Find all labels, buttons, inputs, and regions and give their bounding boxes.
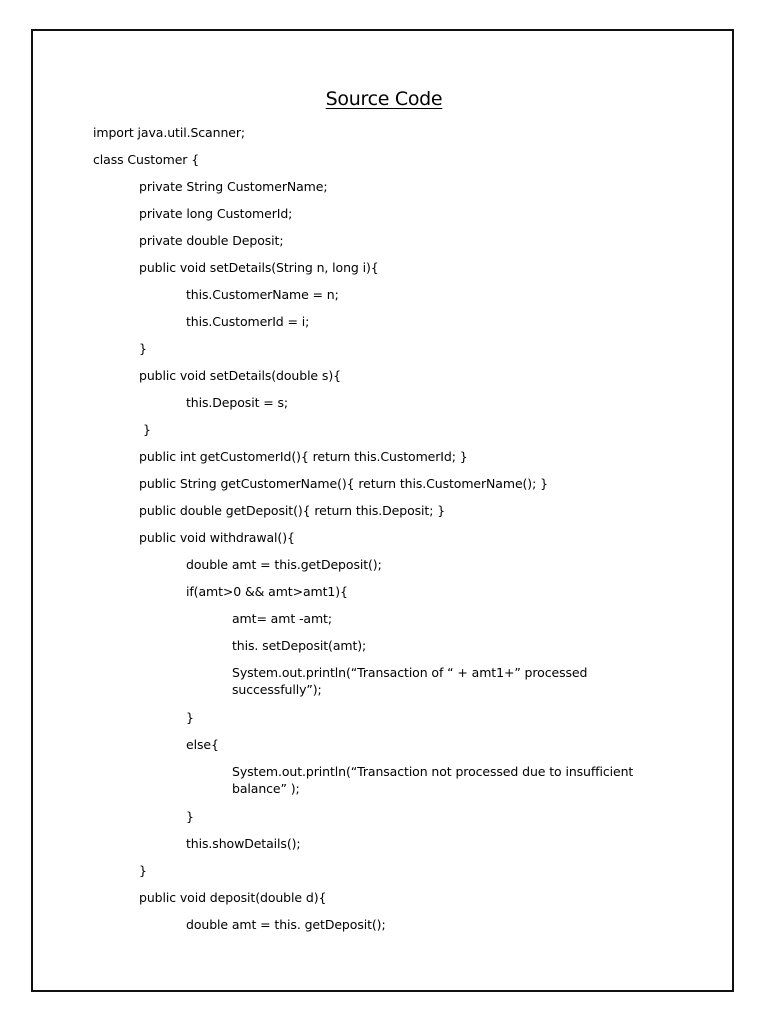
code-line: System.out.println(“Transaction of “ + amt1+” processed successfully”); (232, 665, 588, 697)
code-line: public void deposit(double d){ (139, 890, 327, 905)
code-line: } (186, 710, 194, 725)
code-line: } (139, 863, 147, 878)
code-line: } (139, 341, 147, 356)
code-line: } (143, 422, 151, 437)
code-line: this.showDetails(); (186, 836, 301, 851)
code-line: } (186, 809, 194, 824)
code-line: else{ (186, 737, 219, 752)
code-line: this. setDeposit(amt); (232, 638, 367, 653)
code-line: if(amt>0 && amt>amt1){ (186, 584, 348, 599)
code-line: amt= amt -amt; (232, 611, 332, 626)
code-line: this.CustomerName = n; (186, 287, 339, 302)
code-line: public void setDetails(String n, long i){ (139, 260, 379, 275)
page-title: Source Code (325, 88, 443, 110)
code-line: public void setDetails(double s){ (139, 368, 341, 383)
code-line: private String CustomerName; (139, 179, 328, 194)
code-line: class Customer { (93, 152, 200, 167)
code-line: public int getCustomerId(){ return this.CustomerId; } (139, 449, 468, 464)
code-line: public String getCustomerName(){ return this.CustomerName(); } (139, 476, 548, 491)
code-line: System.out.println(“Transaction not processed due to insufficient balance” ); (232, 764, 634, 796)
code-line: public void withdrawal(){ (139, 530, 295, 545)
code-line: this.CustomerId = i; (186, 314, 310, 329)
code-line: private double Deposit; (139, 233, 284, 248)
code-line: double amt = this. getDeposit(); (186, 917, 386, 932)
code-line: private long CustomerId; (139, 206, 293, 221)
code-line: double amt = this.getDeposit(); (186, 557, 382, 572)
code-line: public double getDeposit(){ return this.Deposit; } (139, 503, 446, 518)
code-line: import java.util.Scanner; (93, 125, 246, 140)
code-line: this.Deposit = s; (186, 395, 289, 410)
